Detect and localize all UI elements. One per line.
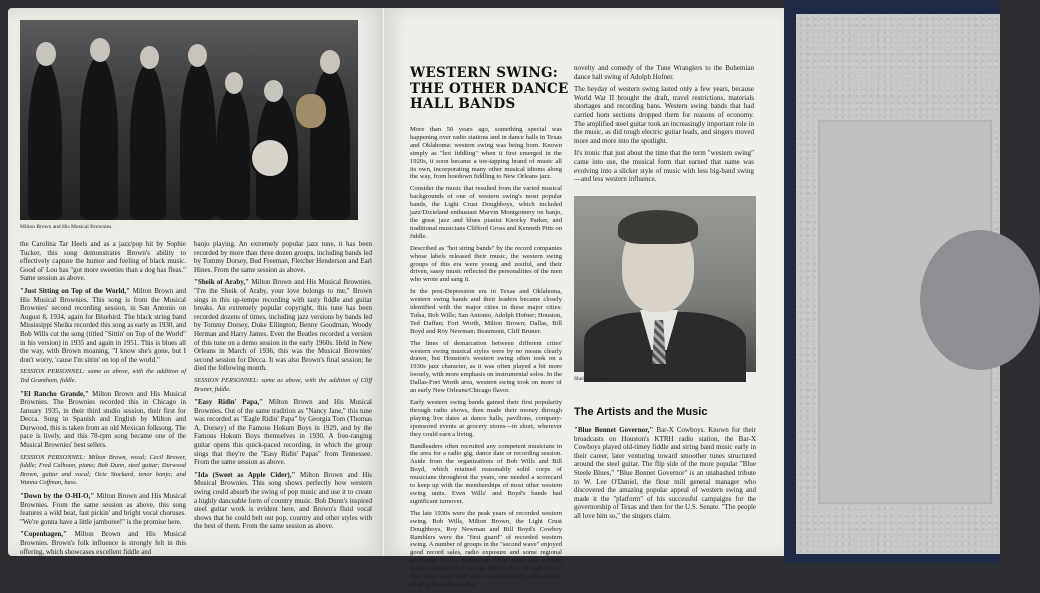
song-title: "Ida (Sweet as Apple Cider),"	[194, 470, 296, 479]
band-photo	[20, 20, 358, 220]
right-page	[384, 8, 784, 588]
paragraph-text: Bandleaders often recruited any competent musicians in the area for a radio gig, dance date or recording session. Aside from the organizations of Bob Wills and Bill Boyd, which retained reasonably solid corps of musicians throughout the years, one needed a scorecard to keep up with the memberships of most other western swing units. Even Wills' and Boyd's bands had significant turnover.	[410, 442, 562, 505]
song-entry	[20, 530, 186, 556]
portrait-photo	[574, 196, 756, 372]
session-personnel	[20, 368, 186, 385]
paragraph-text: Bar-X Cowboys. Known for their broadcasts on Houston's KTRH radio station, the Bar-X Cowboys played old-timey fiddle and string band music early in their career, later venturing toward smoother tunes structured around the steel guitar. The flip side of the more popular "Blue Steele Blues," "Blue Bonnet Governor" is an unabashed tribute to W. Lee O'Daniel, the flour mill general manager who discovered the amazing popular appeal of western swing and made it the "platform" of his successful campaigns for the governorship of Texas and then for the U.S. Senate. "The people all love him so," the singers claim.	[574, 426, 757, 520]
song-entry	[574, 426, 756, 521]
paragraph	[410, 443, 562, 506]
portrait-caption: Shelly Lee Alley	[574, 376, 611, 382]
song-title: "El Rancho Grande,"	[20, 389, 89, 398]
paragraph-text: More than 50 years ago, something special was happening over radio stations and in dance halls in Texas and Oklahoma: western swing was being born. Known simply as "hot fiddling" when it first emerged in the 1920s, it soon became a toe-tapping brand of music all its own, incorporating many other musical idioms along the way, from hoedown fiddling to New Orleans jazz.	[410, 126, 562, 181]
photo-caption: Milton Brown and His Musical Brownies.	[20, 224, 113, 230]
article-title: WESTERN SWING: THE OTHER DANCE HALL BANDS	[410, 65, 569, 112]
paragraph	[410, 399, 562, 439]
right-column-1	[410, 126, 562, 593]
paragraph-text: Milton Brown and His Musical Brownies. The Brownies recorded this in Chicago in January 1935, in their third studio session, their first for Decca. Sung in Spanish and English by Milton and Durwood, this is taken from an old Mexican folksong. The pace is lively, and this 78-rpm song became one of the Musical Brownies' best sellers.	[20, 389, 187, 450]
paragraph-text: Milton Brown and His Musical Brownies. Brown's folk influence is strongly felt in this offering, which showcases excellent fiddle and	[20, 530, 186, 556]
paragraph	[410, 288, 562, 335]
paragraph	[574, 85, 754, 145]
paragraph	[574, 64, 754, 81]
paragraph-text: In the post-Depression era in Texas and Oklahoma, western swing bands and their leaders became closely identified with the major cities in these major cities: Tulsa, Bob Wills; San Antonio, Adolph Hofner; Houston, Ted Daffan; Fort Worth, Milton Brown; Dallas, Bill Boyd and Roy Newman; Beaumont, Cliff Bruner.	[410, 288, 562, 335]
paragraph-text: novelty and comedy of the Tune Wranglers to the Bohemian dance hall swing of Adolph Hofner.	[574, 64, 754, 81]
paragraph-text: the Carolina Tar Heels and as a jazz/pop hit by Sophie Tucker, this song demonstrates Brown's ability to effectively capture the humor and feeling of black music. Good ol' Lou has "got more sweeties than a dog has fleas." Same session as above.	[20, 240, 186, 283]
paragraph	[410, 126, 562, 181]
paragraph	[410, 185, 562, 240]
song-title: "Easy Ridin' Papa,"	[194, 398, 264, 407]
paragraph-text: Early western swing bands gained their first popularity through radio shows, then made their money through playing live dates at dance halls, pavilions, company-sponsored events at grocery stores—in short, wherever they could earn a living.	[410, 399, 562, 438]
paragraph-text: The heyday of western swing lasted only a few years, because World War II brought the draft, travel restrictions, materials shortages and recording bans. Western swing bands that had carried horn sections dropped them for reasons of economy. The amplified steel guitar took an increasingly important role in the music, as did tough electric guitar leads, and singers moved more and more into the spotlight.	[574, 85, 754, 145]
song-title: "Blue Bonnet Governor,"	[574, 426, 654, 434]
disc-shadow	[920, 230, 1040, 370]
paragraph	[410, 245, 562, 285]
song-title: "Copenhagen,"	[20, 530, 67, 539]
paragraph-text: SESSION PERSONNEL: same as above, with the addition of Ted Grantham, fiddle.	[20, 368, 186, 384]
song-entry	[194, 471, 372, 531]
paragraph	[574, 149, 754, 183]
song-entry	[194, 278, 372, 373]
guitar-icon	[296, 94, 326, 128]
song-title: "Sheik of Araby,"	[194, 278, 250, 287]
paragraph-text: The late 1930s were the peak years of recorded western swing. Bob Wills, Milton Brown, the Light Crust Doughboys, Roy Newman and Bill Boyd's Cowboy Ramblers were the "first guard" of recorded western swing. A number of groups in the "second wave" enjoyed good record sales, radio exposure and some regional popularity in the Southwest. They were also a more varied assortment of groups (mostly five to eight piece) than those associated with western swing's earliest days, ranging from the cowboy	[410, 509, 562, 588]
left-column-2	[194, 240, 372, 535]
song-entry	[20, 287, 186, 364]
paragraph-text: Milton Brown and His Musical Brownies. "I'm the Sheik of Araby, your love belongs to me," Brown sings in this up-tempo recording with tasty fiddle and guitar breaks. An extremely popular copyright, this tune has been recorded dozens of times, including jazz versions by bands led by Tommy Dorsey, Duke Ellington, Benny Goodman, Woody Herman and Harry James. Even the Beatles recorded a version of this tune on a demo session in the early 1960s. Held in New Orleans in March of 1936, this was the Musical Brownies' second session for Decca. It was also Brown's final session; he died the following month.	[194, 278, 373, 373]
paragraph-text: It's ironic that just about the time that the term "western swing" came into use, the musical form that earned that name was evolving into a slicker style of music with less big-band swing—and less western influence.	[574, 149, 754, 184]
right-column-3	[574, 426, 756, 525]
right-column-2	[574, 64, 754, 188]
paragraph-text: Consider the music that resulted from the varied musical backgrounds of one of western swing's most popular bands, the Light Crust Doughboys, which included jazz/Dixieland enthusiast Marvin Montgomery on banjo, the great jazz and blues pianist Knocky Parker, and traditional musicians Clifford Gross and Kenneth Pitts on fiddle.	[410, 185, 562, 240]
paragraph-text: Described as "hot string bands" by the record companies whose labels released their music, the western swing groups of this era were young and zestful, and their driven, sassy music reflected the personalities of the men who wrote and sang it.	[410, 244, 562, 284]
paragraph-text: banjo playing. An extremely popular jazz tune, it has been recorded by more than three dozen groups, including bands led by Tommy Dorsey, Bud Freeman, Fletcher Henderson and Earl Hines. From the same session as above.	[194, 240, 372, 274]
song-entry	[20, 492, 186, 526]
session-personnel	[194, 377, 372, 394]
session-personnel	[20, 454, 186, 488]
song-entry	[20, 390, 186, 450]
left-page	[8, 8, 384, 556]
song-entry	[194, 398, 372, 467]
song-title: "Just Sitting on Top of the World,"	[20, 286, 131, 295]
paragraph-text: The lines of demarcation between different cities' western swing musical styles were by no means clearly drawn, but Houston's western swing often took on a 1930s jazz character, as it was often played a bit more loosely, with more emphasis on instrumental solos. In the Dallas-Fort Worth area, western swing took on more of an early New Orleans/Chicago flavor.	[410, 339, 562, 395]
left-column-1	[20, 240, 186, 560]
section-heading: The Artists and the Music	[574, 406, 708, 418]
paragraph	[410, 340, 562, 395]
paragraph-text: Milton Brown and His Musical Brownies. Out of the same tradition as "Nancy Jane," this tune was recorded as "Eagle Ridin' Papa" by Georgia Tom (Thomas A. Dorsey) of the Famous Hokum Boys in 1929, and by the Famous Hokum Boys themselves in 1930. A free-ranging guitar opens this quick-paced recording, in which the group sings that they're the "Easy Ridin' Papas" from Tennessee. From the same session as above.	[194, 398, 373, 467]
paragraph-text: Milton Brown and His Musical Brownies. From the same session as above, this song features a wild beat, fast pickin' and bright vocal choruses. "We're gonna have a little jamboree!" is the promise here.	[20, 492, 186, 526]
paragraph	[194, 240, 372, 274]
banjo-icon	[250, 138, 290, 178]
paragraph-text: Milton Brown and His Musical Brownies. This song shows perfectly how western swing could absorb the swing of pop music and use it to create a highly danceable form of country music. Bob Dunn's inspired steel guitar work is evident here, and Brown's fluid vocal shows that he could belt out pop, country and other styles with the best of them. From the same session as above.	[194, 470, 372, 531]
paragraph	[20, 240, 186, 283]
paragraph-text: SESSION PERSONNEL: same as above, with the addition of Cliff Bruner, fiddle.	[194, 376, 372, 393]
song-title: "Down by the O-HI-O,"	[20, 492, 95, 501]
paragraph-text: SESSION PERSONNEL: Milton Brown, vocal; Cecil Brower, fiddle; Fred Calhoun, piano; Bob Dunn, steel guitar; Durwood Brown, guitar and vocal; Ocie Stockard, tenor banjo; and Wanna Coffman, bass.	[20, 453, 186, 487]
paragraph-text: Milton Brown and His Musical Brownies. This song is from the Musical Brownies' second recording session, in San Antonio on August 8, 1934, again for Bluebird. The black string band Mississippi Sheiks recorded this song as early as 1930, and Bob Wills cut the song (titled "Sittin' on Top of the World" in his version) in 1935 and again in 1951. This is blues all the way, with Brown moaning, "I know she's gone, but I don't worry, 'cause I'm sittin' on top of the world."	[20, 286, 186, 364]
paragraph	[410, 510, 562, 589]
